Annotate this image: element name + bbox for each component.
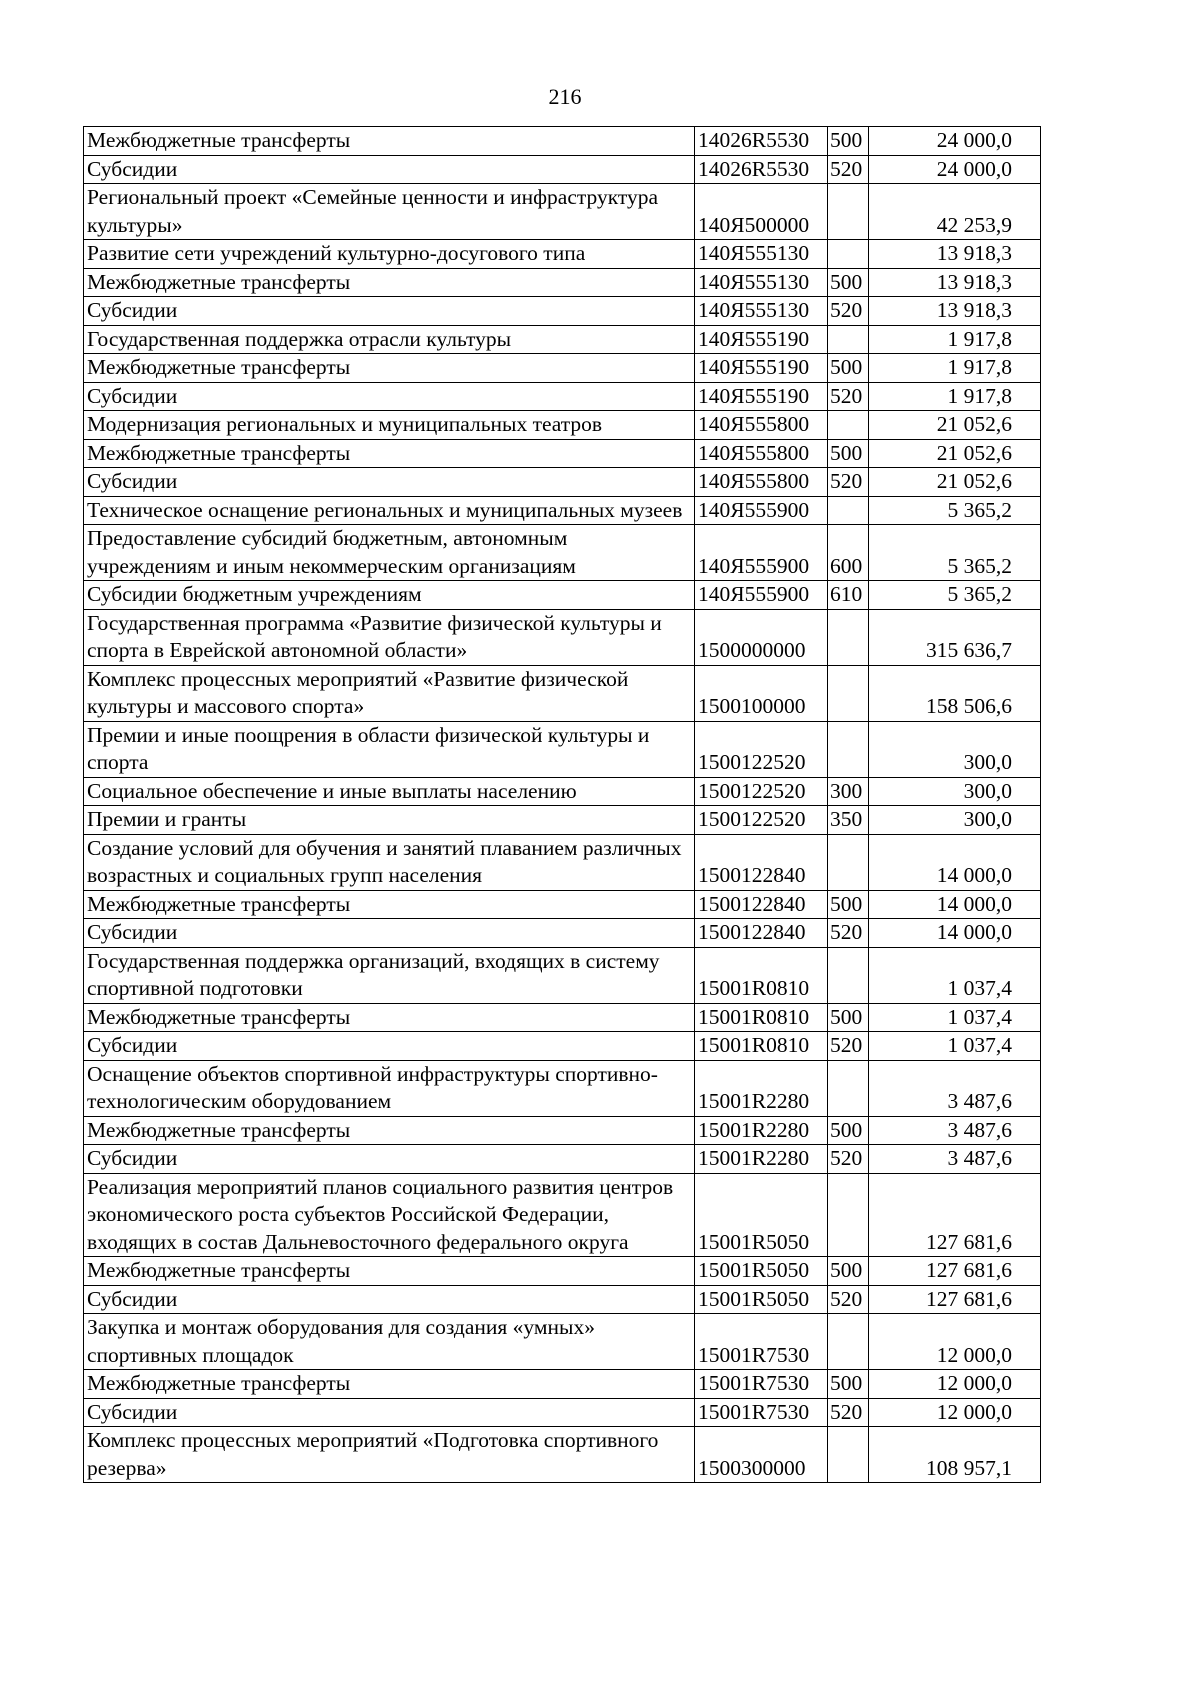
row-amount-cell: 14 000,0 [869,890,1041,919]
table-row [84,1370,1041,1399]
table-row [84,581,1041,610]
row-amount-cell: 14 000,0 [869,834,1041,890]
row-expense-type-cell: 500 [828,1257,869,1286]
row-code-cell: 140Я555130 [695,268,828,297]
table-row [84,890,1041,919]
row-expense-type-cell: 520 [828,919,869,948]
table-row [84,834,1041,890]
row-amount-cell: 14 000,0 [869,919,1041,948]
row-code-cell: 15001R0810 [695,947,828,1003]
row-expense-type-cell [828,184,869,240]
table-row [84,184,1041,240]
row-name-cell: Субсидии [84,1032,695,1061]
row-name-cell: Оснащение объектов спортивной инфраструктуры спортивно-технологическим оборудованием [84,1060,695,1116]
row-expense-type-cell: 610 [828,581,869,610]
row-name-cell: Модернизация региональных и муниципальных театров [84,411,695,440]
row-code-cell: 15001R7530 [695,1370,828,1399]
row-code-cell: 140Я555900 [695,525,828,581]
table-row [84,525,1041,581]
row-code-cell: 15001R0810 [695,1032,828,1061]
row-amount-cell: 13 918,3 [869,297,1041,326]
row-name-cell: Закупка и монтаж оборудования для создания «умных» спортивных площадок [84,1314,695,1370]
row-expense-type-cell: 520 [828,1145,869,1174]
row-code-cell: 140Я555130 [695,297,828,326]
row-code-cell: 15001R2280 [695,1116,828,1145]
row-code-cell: 140Я500000 [695,184,828,240]
row-name-cell: Межбюджетные трансферты [84,1370,695,1399]
row-expense-type-cell: 600 [828,525,869,581]
row-amount-cell: 13 918,3 [869,240,1041,269]
row-name-cell: Региональный проект «Семейные ценности и инфраструктура культуры» [84,184,695,240]
row-amount-cell: 108 957,1 [869,1427,1041,1483]
row-code-cell: 1500122840 [695,890,828,919]
table-row [84,1032,1041,1061]
row-amount-cell: 1 037,4 [869,1003,1041,1032]
table-row [84,325,1041,354]
row-name-cell: Субсидии [84,1398,695,1427]
row-amount-cell: 1 917,8 [869,382,1041,411]
row-name-cell: Межбюджетные трансферты [84,1116,695,1145]
table-row [84,496,1041,525]
row-code-cell: 140Я555900 [695,496,828,525]
row-name-cell: Техническое оснащение региональных и муниципальных музеев [84,496,695,525]
row-code-cell: 140Я555800 [695,411,828,440]
table-row [84,1173,1041,1257]
row-name-cell: Субсидии [84,155,695,184]
table-row [84,1116,1041,1145]
row-expense-type-cell [828,411,869,440]
row-expense-type-cell: 520 [828,468,869,497]
table-row [84,1398,1041,1427]
table-row [84,1060,1041,1116]
row-name-cell: Межбюджетные трансферты [84,127,695,156]
table-row [84,155,1041,184]
row-expense-type-cell: 500 [828,354,869,383]
table-row [84,1257,1041,1286]
row-code-cell: 15001R5050 [695,1173,828,1257]
row-expense-type-cell: 500 [828,439,869,468]
row-expense-type-cell: 520 [828,1398,869,1427]
row-name-cell: Реализация мероприятий планов социального развития центров экономического роста субъектов Российской Федерации, входящих в состав Дальневосточного федерального округа [84,1173,695,1257]
row-name-cell: Государственная программа «Развитие физической культуры и спорта в Еврейской автономной области» [84,609,695,665]
row-name-cell: Межбюджетные трансферты [84,1003,695,1032]
row-amount-cell: 300,0 [869,777,1041,806]
table-row [84,947,1041,1003]
row-expense-type-cell [828,240,869,269]
row-code-cell: 140Я555800 [695,468,828,497]
table-row [84,127,1041,156]
row-code-cell: 1500122520 [695,777,828,806]
row-code-cell: 140Я555130 [695,240,828,269]
row-expense-type-cell [828,834,869,890]
row-amount-cell: 1 917,8 [869,354,1041,383]
row-name-cell: Премии и иные поощрения в области физической культуры и спорта [84,721,695,777]
row-code-cell: 14026R5530 [695,127,828,156]
row-amount-cell: 5 365,2 [869,496,1041,525]
row-code-cell: 15001R2280 [695,1060,828,1116]
row-name-cell: Комплекс процессных мероприятий «Развитие физической культуры и массового спорта» [84,665,695,721]
row-amount-cell: 5 365,2 [869,581,1041,610]
row-name-cell: Межбюджетные трансферты [84,354,695,383]
row-expense-type-cell [828,1427,869,1483]
row-name-cell: Субсидии [84,468,695,497]
row-name-cell: Межбюджетные трансферты [84,1257,695,1286]
row-amount-cell: 1 917,8 [869,325,1041,354]
row-expense-type-cell [828,665,869,721]
row-code-cell: 1500122520 [695,806,828,835]
table-row [84,382,1041,411]
row-name-cell: Межбюджетные трансферты [84,890,695,919]
row-name-cell: Комплекс процессных мероприятий «Подготовка спортивного резерва» [84,1427,695,1483]
row-amount-cell: 21 052,6 [869,468,1041,497]
table-row [84,468,1041,497]
table-body [84,127,1041,1483]
row-expense-type-cell: 350 [828,806,869,835]
row-amount-cell: 1 037,4 [869,1032,1041,1061]
page-number: 216 [548,84,582,109]
row-name-cell: Социальное обеспечение и иные выплаты населению [84,777,695,806]
row-expense-type-cell [828,609,869,665]
row-code-cell: 14026R5530 [695,155,828,184]
table-row [84,297,1041,326]
row-amount-cell: 24 000,0 [869,155,1041,184]
row-expense-type-cell: 520 [828,297,869,326]
table-row [84,777,1041,806]
row-amount-cell: 3 487,6 [869,1145,1041,1174]
row-expense-type-cell [828,496,869,525]
row-expense-type-cell [828,721,869,777]
row-amount-cell: 13 918,3 [869,268,1041,297]
table-row [84,354,1041,383]
row-expense-type-cell [828,947,869,1003]
row-name-cell: Предоставление субсидий бюджетным, автономным учреждениям и иным некоммерческим организациям [84,525,695,581]
row-amount-cell: 12 000,0 [869,1398,1041,1427]
row-amount-cell: 315 636,7 [869,609,1041,665]
table-row [84,665,1041,721]
row-amount-cell: 42 253,9 [869,184,1041,240]
row-name-cell: Государственная поддержка отрасли культуры [84,325,695,354]
row-code-cell: 15001R0810 [695,1003,828,1032]
row-code-cell: 1500122840 [695,834,828,890]
row-expense-type-cell: 500 [828,1370,869,1399]
row-expense-type-cell [828,1173,869,1257]
row-code-cell: 15001R5050 [695,1285,828,1314]
row-amount-cell: 12 000,0 [869,1314,1041,1370]
row-name-cell: Межбюджетные трансферты [84,439,695,468]
row-expense-type-cell: 500 [828,268,869,297]
row-code-cell: 1500300000 [695,1427,828,1483]
table-row [84,411,1041,440]
row-name-cell: Субсидии [84,1285,695,1314]
row-name-cell: Субсидии [84,297,695,326]
table-row [84,439,1041,468]
budget-table [83,126,1041,1483]
row-code-cell: 1500100000 [695,665,828,721]
table-row [84,806,1041,835]
row-amount-cell: 300,0 [869,806,1041,835]
row-amount-cell: 300,0 [869,721,1041,777]
row-amount-cell: 127 681,6 [869,1257,1041,1286]
row-amount-cell: 21 052,6 [869,411,1041,440]
row-code-cell: 15001R2280 [695,1145,828,1174]
row-amount-cell: 1 037,4 [869,947,1041,1003]
row-code-cell: 15001R7530 [695,1398,828,1427]
row-expense-type-cell: 300 [828,777,869,806]
row-amount-cell: 12 000,0 [869,1370,1041,1399]
row-amount-cell: 3 487,6 [869,1116,1041,1145]
row-amount-cell: 24 000,0 [869,127,1041,156]
row-expense-type-cell: 520 [828,1032,869,1061]
row-name-cell: Развитие сети учреждений культурно-досугового типа [84,240,695,269]
row-name-cell: Субсидии бюджетным учреждениям [84,581,695,610]
table-row [84,609,1041,665]
row-name-cell: Субсидии [84,1145,695,1174]
row-code-cell: 140Я555900 [695,581,828,610]
row-code-cell: 15001R5050 [695,1257,828,1286]
row-code-cell: 140Я555190 [695,325,828,354]
row-expense-type-cell: 500 [828,890,869,919]
row-amount-cell: 5 365,2 [869,525,1041,581]
row-code-cell: 1500122520 [695,721,828,777]
row-expense-type-cell: 500 [828,1116,869,1145]
row-expense-type-cell: 520 [828,1285,869,1314]
row-expense-type-cell: 520 [828,155,869,184]
table-row [84,240,1041,269]
row-amount-cell: 127 681,6 [869,1173,1041,1257]
table-row [84,721,1041,777]
row-name-cell: Субсидии [84,382,695,411]
row-code-cell: 1500122840 [695,919,828,948]
row-code-cell: 140Я555190 [695,354,828,383]
row-name-cell: Государственная поддержка организаций, входящих в систему спортивной подготовки [84,947,695,1003]
row-name-cell: Субсидии [84,919,695,948]
table-row [84,1427,1041,1483]
row-name-cell: Межбюджетные трансферты [84,268,695,297]
row-expense-type-cell: 500 [828,1003,869,1032]
row-amount-cell: 21 052,6 [869,439,1041,468]
row-expense-type-cell [828,1314,869,1370]
row-name-cell: Премии и гранты [84,806,695,835]
row-expense-type-cell [828,1060,869,1116]
row-expense-type-cell [828,325,869,354]
table-row [84,1285,1041,1314]
table-row [84,919,1041,948]
row-expense-type-cell: 520 [828,382,869,411]
row-name-cell: Создание условий для обучения и занятий плаванием различных возрастных и социальных групп населения [84,834,695,890]
table-row [84,1314,1041,1370]
table-row [84,1145,1041,1174]
row-expense-type-cell: 500 [828,127,869,156]
row-code-cell: 15001R7530 [695,1314,828,1370]
row-code-cell: 140Я555190 [695,382,828,411]
table-row [84,1003,1041,1032]
row-code-cell: 140Я555800 [695,439,828,468]
table-row [84,268,1041,297]
row-code-cell: 1500000000 [695,609,828,665]
row-amount-cell: 158 506,6 [869,665,1041,721]
row-amount-cell: 3 487,6 [869,1060,1041,1116]
row-amount-cell: 127 681,6 [869,1285,1041,1314]
